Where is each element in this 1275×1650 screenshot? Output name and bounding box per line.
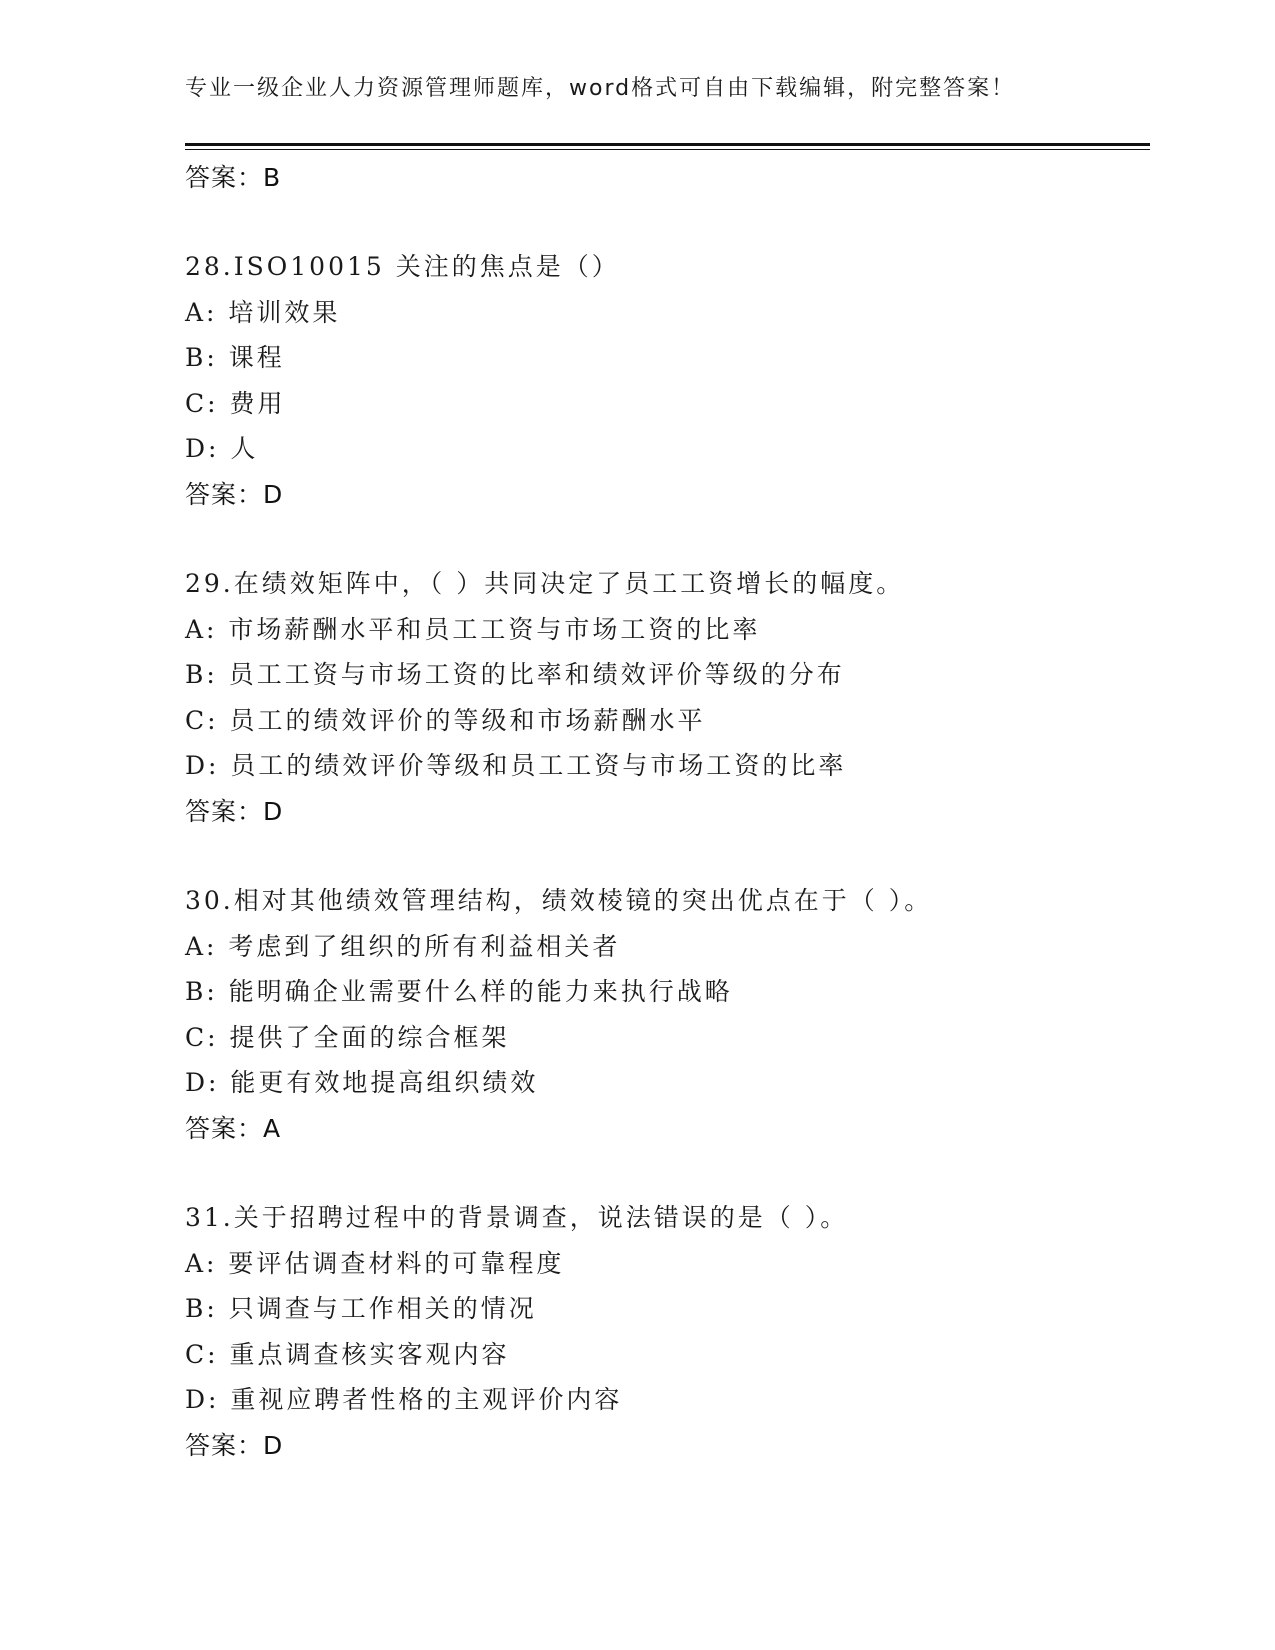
question-31 — [185, 1195, 1150, 1468]
question-30 — [185, 878, 1150, 1151]
answer-line: 答案：D — [185, 479, 284, 509]
option-d: D: 人 — [185, 434, 259, 463]
question-stem: 30.相对其他绩效管理结构，绩效棱镜的突出优点在于（ ）。 — [185, 886, 933, 915]
question-stem: 29.在绩效矩阵中，（ ）共同决定了员工工资增长的幅度。 — [185, 569, 905, 598]
question-list — [185, 156, 1150, 1468]
header-rule-thick — [185, 143, 1150, 146]
header-rule-thin — [185, 149, 1150, 150]
option-c: C: 提供了全面的综合框架 — [185, 1022, 510, 1052]
question-29 — [185, 561, 1150, 834]
option-c: C: 费用 — [185, 388, 286, 418]
option-d: D: 员工的绩效评价等级和员工工资与市场工资的比率 — [185, 751, 847, 780]
spacer — [185, 200, 1150, 244]
option-b: B: 只调查与工作相关的情况 — [185, 1294, 537, 1323]
option-a: A: 考虑到了组织的所有利益相关者 — [185, 931, 621, 961]
option-d: D: 能更有效地提高组织绩效 — [185, 1068, 539, 1097]
option-b: B: 能明确企业需要什么样的能力来执行战略 — [185, 977, 733, 1006]
answer-line: 答案：D — [185, 796, 284, 826]
spacer — [185, 834, 1150, 878]
option-b: B: 课程 — [185, 343, 285, 372]
option-d: D: 重视应聘者性格的主观评价内容 — [185, 1385, 623, 1414]
question-stem: 31.关于招聘过程中的背景调查，说法错误的是（ ）。 — [185, 1203, 849, 1232]
answer-line: 答案：A — [185, 1113, 282, 1143]
question-stem: 28.ISO10015 关注的焦点是（） — [185, 252, 620, 281]
answer-line: 答案：D — [185, 1430, 284, 1460]
option-c: C: 重点调查核实客观内容 — [185, 1339, 510, 1369]
spacer — [185, 517, 1150, 561]
previous-answer: 答案：B — [185, 163, 282, 192]
spacer — [185, 1151, 1150, 1195]
question-28 — [185, 244, 1150, 517]
option-a: A: 培训效果 — [185, 297, 341, 327]
option-b: B: 员工工资与市场工资的比率和绩效评价等级的分布 — [185, 660, 845, 689]
option-a: A: 市场薪酬水平和员工工资与市场工资的比率 — [185, 614, 761, 644]
page-header: 专业一级企业人力资源管理师题库，word格式可自由下载编辑，附完整答案！ — [185, 76, 1016, 101]
option-a: A: 要评估调查材料的可靠程度 — [185, 1248, 565, 1278]
option-c: C: 员工的绩效评价的等级和市场薪酬水平 — [185, 705, 706, 735]
